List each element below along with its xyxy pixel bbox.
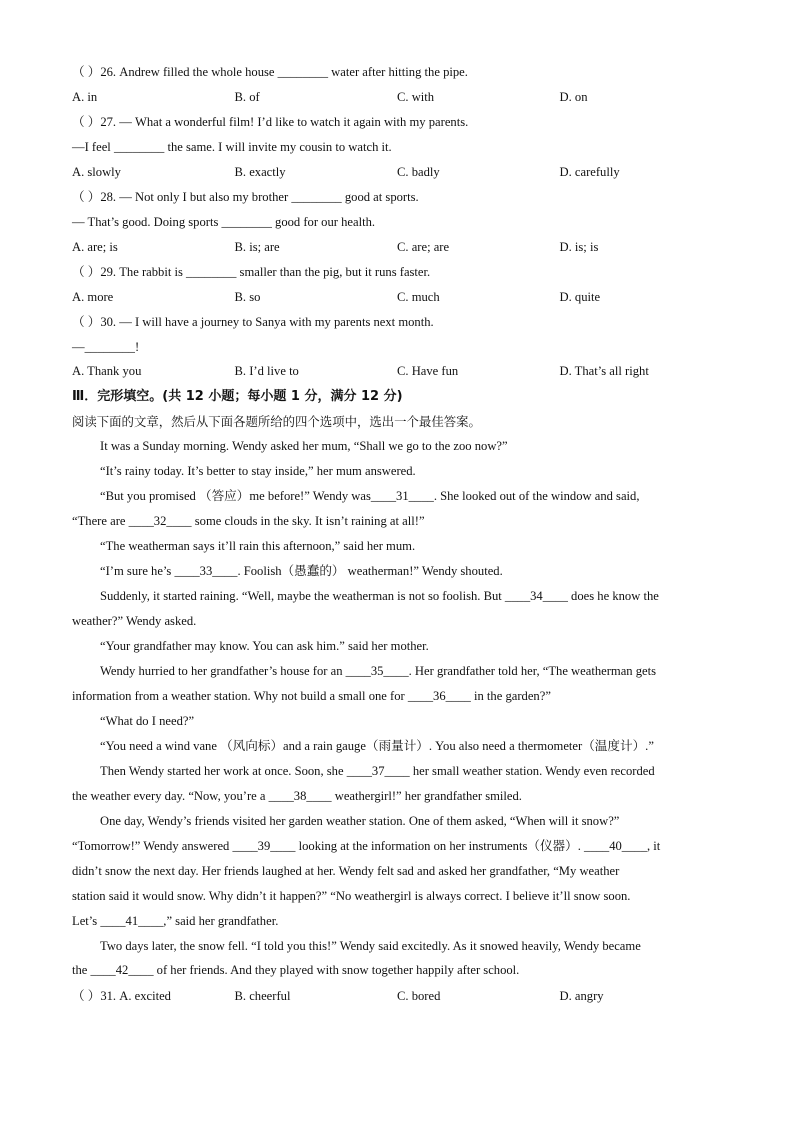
passage-line: didn’t snow the next day. Her friends laughed at her. Wendy felt sad and asked her grandfather, “My weather	[72, 864, 620, 878]
option-c: C. badly	[397, 165, 440, 179]
option-c: C. with	[397, 90, 435, 104]
option-d: D. is; is	[559, 240, 599, 254]
option-b: B. exactly	[234, 165, 286, 179]
question-30-stem: （ ）30. — I will have a journey to Sanya with my parents next month.	[72, 315, 434, 329]
passage-line: Then Wendy started her work at once. Soon, she ____37____ her small weather station. Wendy even recorded	[100, 764, 655, 778]
option-a: A. are; is	[72, 240, 118, 254]
question-26-options	[72, 85, 722, 110]
passage-line: It was a Sunday morning. Wendy asked her mum, “Shall we go to the zoo now?”	[100, 439, 508, 453]
question-31	[72, 984, 722, 1009]
question-27-options	[72, 160, 722, 185]
passage-line: weather?” Wendy asked.	[72, 614, 197, 628]
option-b: B. cheerful	[234, 989, 291, 1003]
question-30-response: —________!	[72, 340, 140, 354]
passage-line: “The weatherman says it’ll rain this afternoon,” said her mum.	[100, 539, 416, 553]
option-c: C. much	[397, 290, 440, 304]
passage-line: “There are ____32____ some clouds in the sky. It isn’t raining at all!”	[72, 514, 425, 528]
question-28-options	[72, 235, 722, 260]
option-b: B. so	[234, 290, 261, 304]
option-a: A. more	[72, 290, 114, 304]
passage-line: the weather every day. “Now, you’re a ____38____ weathergirl!” her grandfather smiled.	[72, 789, 522, 803]
question-29-options	[72, 285, 722, 310]
passage-line: “Tomorrow!” Wendy answered ____39____ looking at the information on her instruments（仪器）. ____40____, it	[72, 839, 661, 853]
passage-line: station said it would snow. Why didn’t it happen?” “No weathergirl is always correct. I believe it’ll snow soon.	[72, 889, 631, 903]
option-b: B. of	[234, 90, 260, 104]
passage-line: Wendy hurried to her grandfather’s house for an ____35____. Her grandfather told her, “The weatherman gets	[100, 664, 657, 678]
passage-line: Let’s ____41____,” said her grandfather.	[72, 914, 279, 928]
question-28-response: — That’s good. Doing sports ________ good for our health.	[72, 215, 376, 229]
passage-line: Suddenly, it started raining. “Well, maybe the weatherman is not so foolish. But ____34____ does he know the	[100, 589, 659, 603]
option-d: D. That’s all right	[559, 364, 649, 378]
question-30-options	[72, 359, 722, 384]
option-a: A. slowly	[72, 165, 121, 179]
passage-line: “It’s rainy today. It’s better to stay inside,” her mum answered.	[100, 464, 416, 478]
option-c: C. Have fun	[397, 364, 459, 378]
option-a: A. Thank you	[72, 364, 142, 378]
passage-line: “You need a wind vane （风向标）and a rain gauge（雨量计）. You also need a thermometer（温度计）.”	[100, 739, 654, 753]
question-31-stem: （ ）31. A. excited	[72, 989, 171, 1003]
option-b: B. I’d live to	[234, 364, 299, 378]
passage-line: Two days later, the snow fell. “I told you this!” Wendy said excitedly. As it snowed heavily, Wendy became	[100, 939, 641, 953]
section-title: Ⅲ．完形填空。(共 12 小题；每小题 1 分，满分 12 分)	[72, 389, 403, 404]
option-a: A. in	[72, 90, 98, 104]
passage-line: the ____42____ of her friends. And they played with snow together happily after school.	[72, 963, 520, 977]
option-d: D. carefully	[559, 165, 620, 179]
option-d: D. on	[559, 90, 588, 104]
question-26-stem: （ ）26. Andrew filled the whole house ________ water after hitting the pipe.	[72, 65, 468, 79]
passage-line: “But you promised （答应）me before!” Wendy was____31____. She looked out of the window and said,	[100, 489, 640, 503]
option-c: C. are; are	[397, 240, 450, 254]
section-instruction: 阅读下面的文章，然后从下面各题所给的四个选项中，选出一个最佳答案。	[72, 414, 481, 429]
option-d: D. quite	[559, 290, 601, 304]
option-d: D. angry	[559, 989, 604, 1003]
question-27-response: —I feel ________ the same. I will invite my cousin to watch it.	[72, 140, 392, 154]
question-29-stem: （ ）29. The rabbit is ________ smaller than the pig, but it runs faster.	[72, 265, 431, 279]
passage-line: “What do I need?”	[100, 714, 195, 728]
passage-line: “I’m sure he’s ____33____. Foolish（愚蠢的） weatherman!” Wendy shouted.	[100, 564, 503, 578]
passage-line: information from a weather station. Why not build a small one for ____36____ in the garden?”	[72, 689, 551, 703]
option-b: B. is; are	[234, 240, 280, 254]
option-c: C. bored	[397, 989, 441, 1003]
passage-line: “Your grandfather may know. You can ask him.” said her mother.	[100, 639, 429, 653]
passage-line: One day, Wendy’s friends visited her garden weather station. One of them asked, “When will it snow?”	[100, 814, 620, 828]
question-27-stem: （ ）27. — What a wonderful film! I’d like to watch it again with my parents.	[72, 115, 469, 129]
question-28-stem: （ ）28. — Not only I but also my brother ________ good at sports.	[72, 190, 419, 204]
